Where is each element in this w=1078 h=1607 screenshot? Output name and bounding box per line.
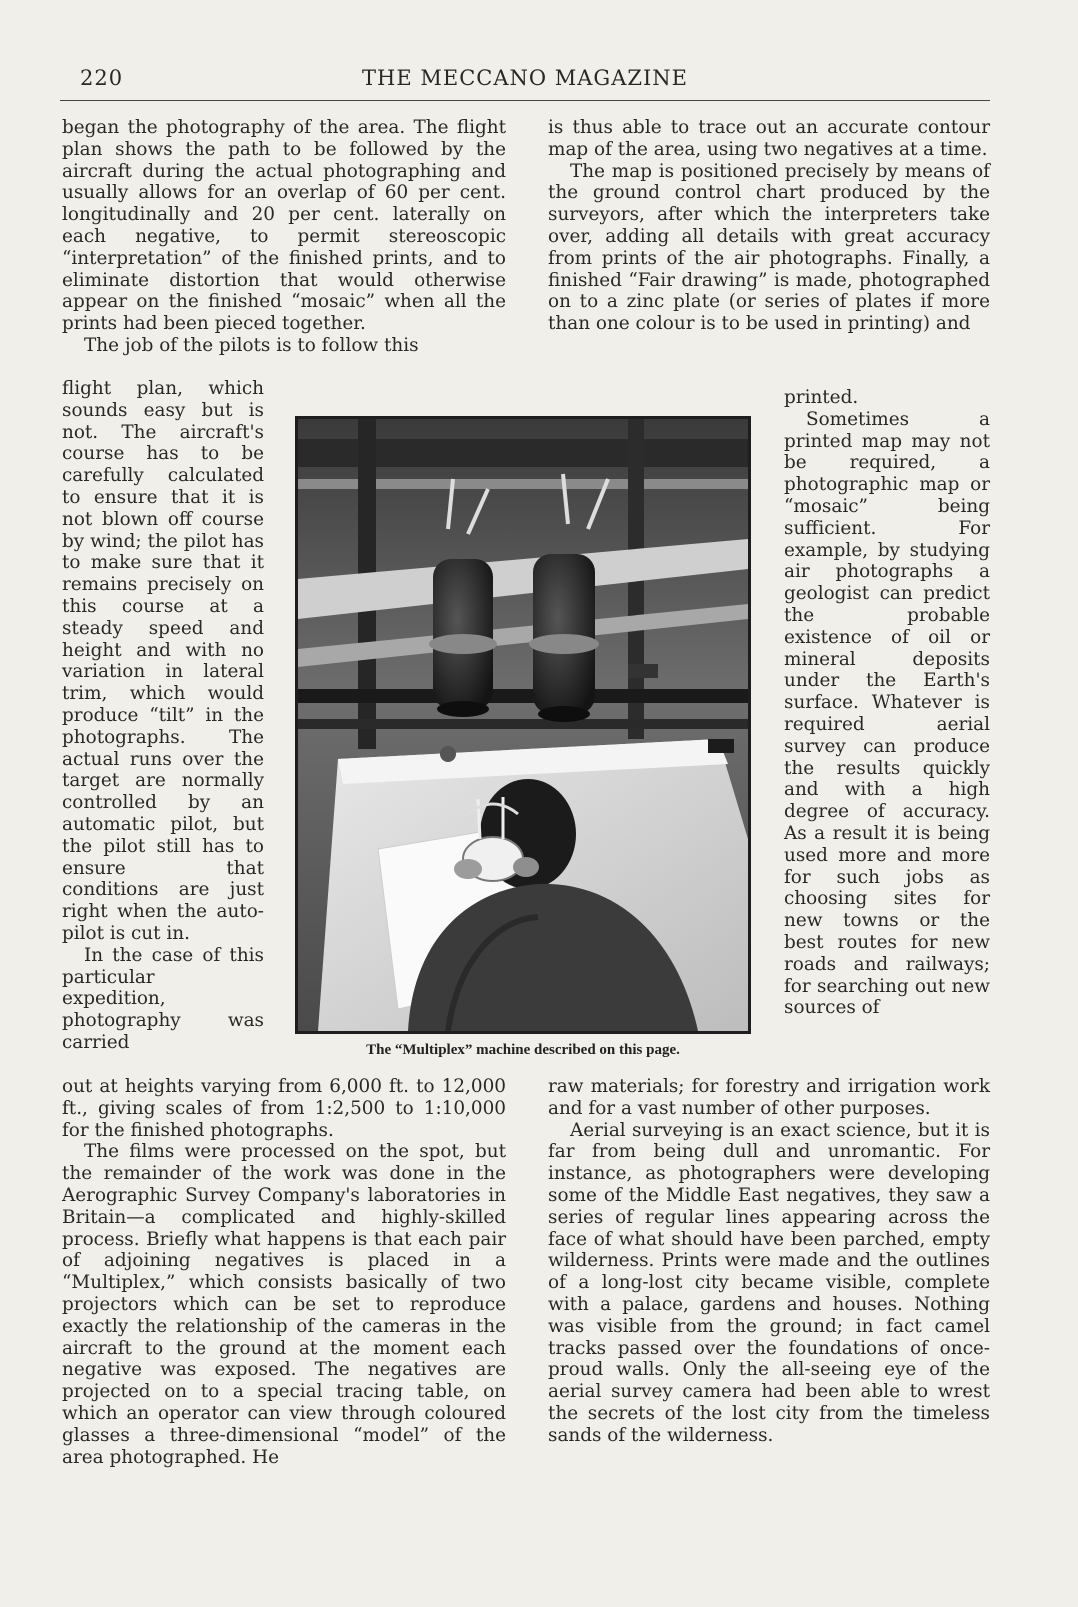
multiplex-photo bbox=[295, 416, 751, 1034]
right-column-bottom bbox=[548, 1076, 990, 1447]
right-paragraph-2-end: printed. bbox=[784, 387, 859, 408]
right-paragraph-1: is thus able to trace out an accurate contour map of the area, using two negatives at a time. bbox=[548, 117, 990, 160]
magazine-title: THE MECCANO MAGAZINE bbox=[362, 66, 688, 90]
left-paragraph-3-wide: out at heights varying from 6,000 ft. to 12,000 ft., giving scales of from 1:2,500 to 1:10,000 for the finished photographs. bbox=[62, 1076, 506, 1141]
page-number: 220 bbox=[80, 66, 124, 90]
left-paragraph-1: began the photography of the area. The flight plan shows the path to be followed by the aircraft during the actual photographing and usually allows for an overlap of 60 per cent. longitudinally and 20 per cent. laterally on each negative, to permit stereoscopic “interpretation” of the finished prints, and to eliminate distortion that would otherwise appear on the finished “mosaic” when all the prints had been pieced together. bbox=[62, 117, 506, 335]
left-paragraph-2-intro: The job of the pilots is to follow this bbox=[84, 334, 419, 356]
left-column-narrow bbox=[62, 378, 264, 1054]
left-column-top bbox=[62, 117, 506, 357]
left-paragraph-3-narrow: In the case of this particular expedition, photography was carried bbox=[62, 944, 264, 1053]
right-paragraph-4: Aerial surveying is an exact science, but it is far from being dull and unromantic. For instance, as photographers were developing some of the Middle East negatives, they saw a series of regular lines appearing across the face of what should have been parched, empty wilderness. Prints were made and the outlines of a long-lost city became visible, complete with a palace, gardens and houses. Nothing was visible from the ground; in fact camel tracks passed over the foundations of once-proud walls. Only the all-seeing eye of the aerial survey camera had been able to wrest the secrets of the lost city from the timeless sands of the wilderness. bbox=[548, 1119, 990, 1446]
left-column-bottom bbox=[62, 1076, 506, 1468]
left-paragraph-4: The films were processed on the spot, but the remainder of the work was done in the Aerographic Survey Company's laboratories in Britain—a complicated and highly-skilled process. Briefly what happens is that each pair of adjoining negatives is placed in a “Multiplex,” which consists basically of two projectors which can be set to reproduce exactly the relationship of the cameras in the aircraft to the ground at the moment each negative was exposed. The negatives are projected on to a special tracing table, on which an operator can view through coloured glasses a three-dimensional “model” of the area photographed. He bbox=[62, 1141, 506, 1468]
right-paragraph-3-narrow: Sometimes a printed map may not be required, a photographic map or “mosaic” being sufficient. For example, by studying air photographs a geologist can predict the probable existence of oil or mineral deposits under the Earth's surface. Whatever is required aerial survey can produce the results quickly and with a high degree of accuracy. As a result it is being used more and more for such jobs as choosing sites for new towns or the best routes for new roads and railways; for searching out new sources of bbox=[784, 408, 990, 1019]
right-column-top bbox=[548, 117, 990, 335]
right-paragraph-2: The map is positioned precisely by means of the ground control chart produced by the surveyors, after which the interpreters take over, adding all details with great accuracy from prints of the air photographs. Finally, a finished “Fair drawing” is made, photographed on to a zinc plate (or series of plates if more than one colour is to be used in printing) and bbox=[548, 160, 990, 335]
right-column-narrow bbox=[784, 387, 990, 1019]
header-rule bbox=[60, 100, 990, 101]
right-paragraph-3-wide: raw materials; for forestry and irrigation work and for a vast number of other purposes. bbox=[548, 1076, 990, 1119]
page-header bbox=[60, 66, 990, 98]
multiplex-photo-illustration bbox=[298, 419, 748, 1031]
figure-caption: The “Multiplex” machine described on this page. bbox=[366, 1042, 680, 1058]
left-paragraph-2-narrow: flight plan, which sounds easy but is not. The aircraft's course has to be carefully calculated to ensure that it is not blown off course by wind; the pilot has to make sure that it remains precisely on this course at a steady speed and height and with no variation in lateral trim, which would produce “tilt” in the photographs. The actual runs over the target are normally controlled by an automatic pilot, but the pilot still has to ensure that conditions are just right when the auto-pilot is cut in. bbox=[62, 378, 264, 944]
